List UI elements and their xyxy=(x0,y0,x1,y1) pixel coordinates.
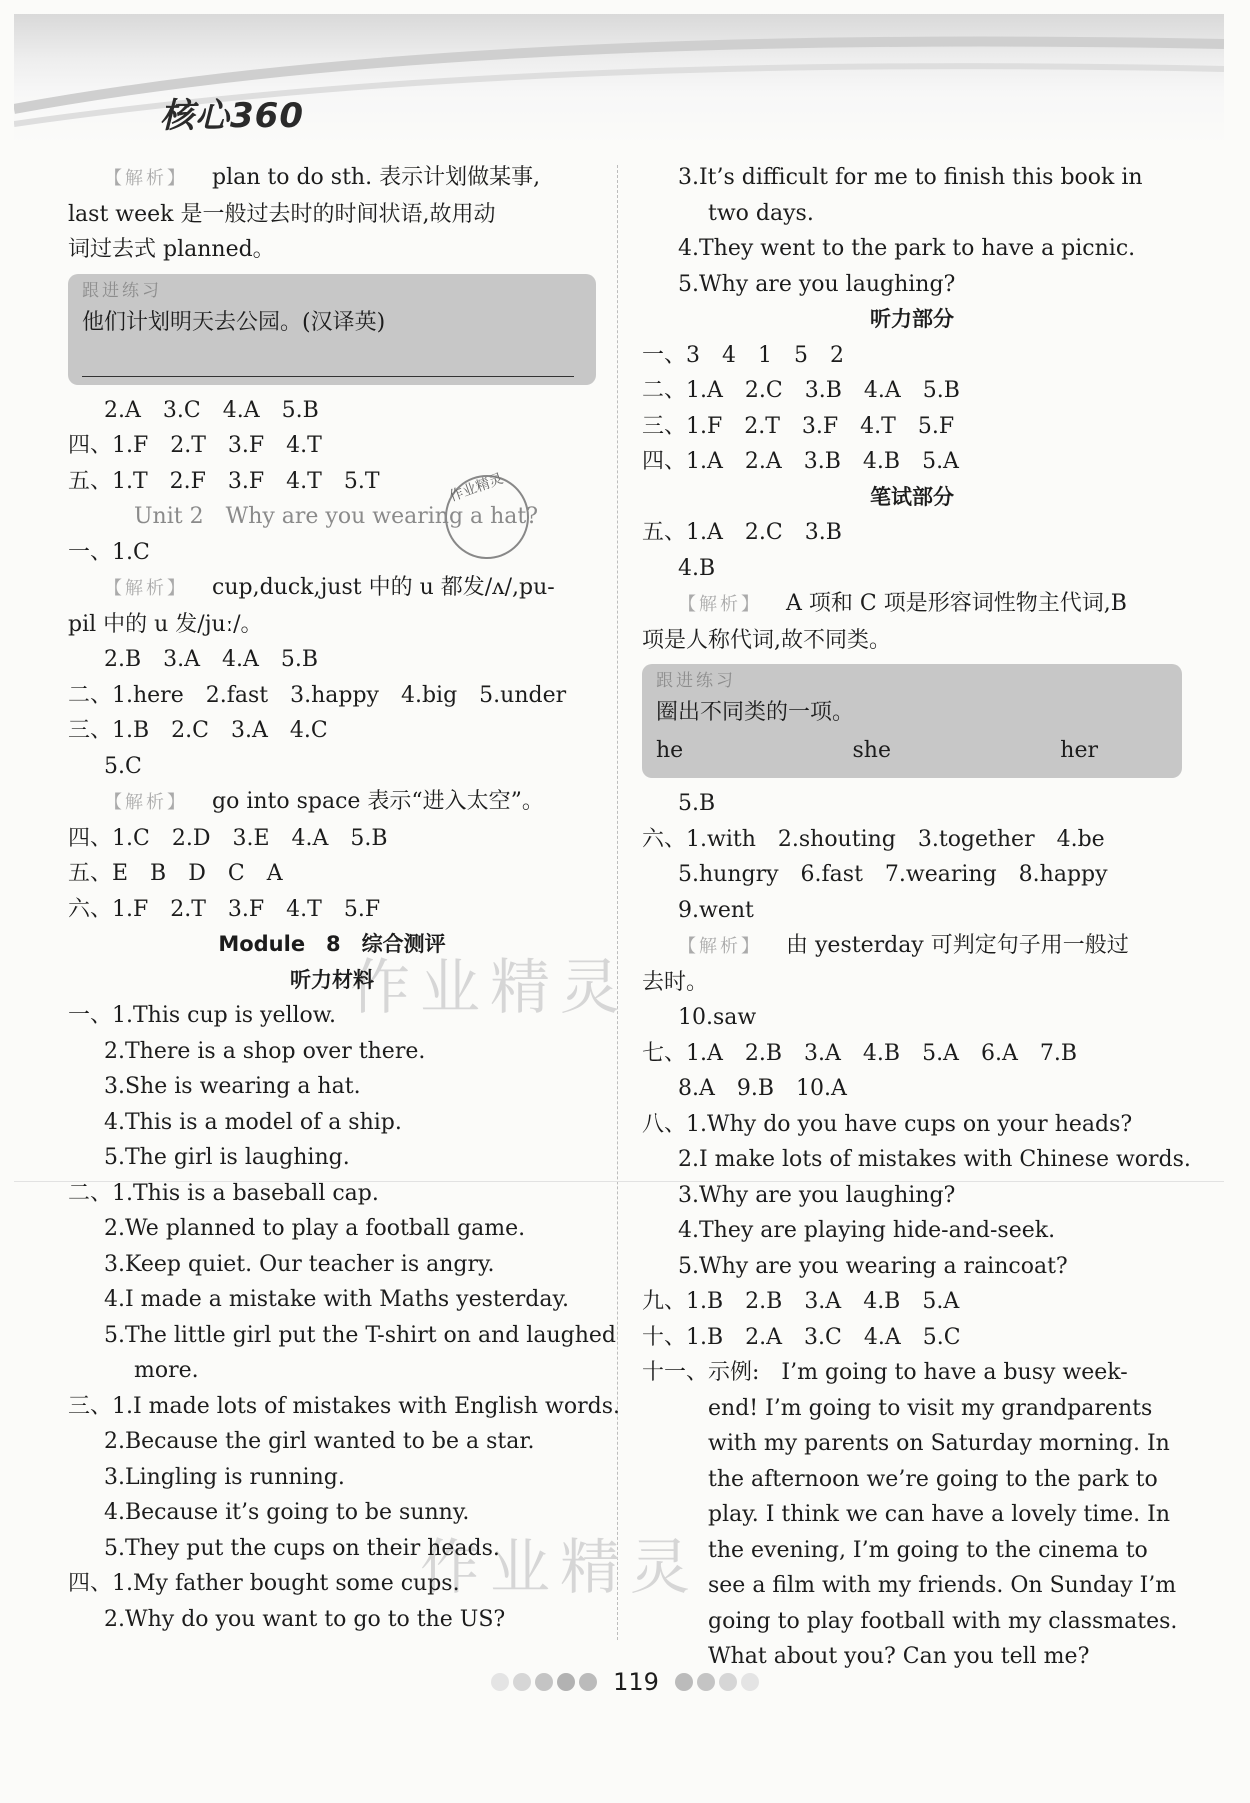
analysis-line xyxy=(68,160,596,197)
analysis-line xyxy=(642,928,1182,965)
line-text: 六、1.with 2.shouting 3.together 4.be xyxy=(642,826,1105,852)
line-text: 五、E B D C A xyxy=(68,861,283,886)
line-text: with my parents on Saturday morning. In xyxy=(708,1431,1170,1456)
answer-line-text xyxy=(68,678,596,714)
line-text: 由 yesterday 可判定句子用一般过 xyxy=(786,933,1129,958)
watermark-text: 作业精灵 xyxy=(420,1533,700,1603)
page-number: 119 xyxy=(613,1668,659,1696)
answer-line-text xyxy=(68,749,596,785)
answer-line-text xyxy=(68,1282,596,1318)
line-text: 一、1.This cup is yellow. xyxy=(68,1003,337,1028)
answer-line-text xyxy=(68,1495,596,1531)
line-text: 4.B xyxy=(678,555,716,581)
line-text: 4.I made a mistake with Maths yesterday. xyxy=(104,1287,569,1312)
line-text: pil 中的 u 发/juː/。 xyxy=(68,611,263,637)
answer-line-text xyxy=(642,822,1182,858)
line-text: the afternoon we’re going to the park to xyxy=(708,1466,1158,1492)
practice-tag: 跟进练习 xyxy=(82,280,162,301)
answer-line-text xyxy=(68,1034,596,1070)
answer-line-text xyxy=(642,1320,1182,1356)
answer-line-text xyxy=(642,373,1182,409)
practice-box xyxy=(68,274,596,385)
line-text: play. I think we can have a lovely time. In xyxy=(708,1502,1171,1527)
answer-line-text xyxy=(642,409,1182,445)
line-text: 四、1.A 2.A 3.B 4.B 5.A xyxy=(642,449,959,474)
line-text: 词过去式 planned。 xyxy=(68,237,275,262)
answer-line-text xyxy=(642,551,1182,587)
line-text: see a film with my friends. On Sunday I’m xyxy=(708,1573,1177,1598)
answer-line xyxy=(82,342,574,377)
practice-text: 他们计划明天去公园。(汉译英) xyxy=(82,309,386,335)
word-option: he xyxy=(656,738,684,763)
answer-line-text xyxy=(68,393,596,429)
answer-line-text xyxy=(68,642,596,678)
answer-line-text xyxy=(68,998,596,1034)
line-text: 8.A 9.B 10.A xyxy=(678,1076,847,1101)
answer-line-text xyxy=(642,196,1182,232)
answer-line-text xyxy=(642,1213,1182,1249)
line-text: go into space 表示“进入太空”。 xyxy=(212,789,544,814)
line-text: cup,duck,just 中的 u 都发/ʌ/,pu- xyxy=(212,575,555,600)
line-text: end! I’m going to visit my grandparents xyxy=(708,1395,1153,1421)
line-text: 五、1.T 2.F 3.F 4.T 5.T xyxy=(68,468,380,494)
footer-dots-decoration xyxy=(673,1669,761,1697)
answer-line-text xyxy=(68,1105,596,1141)
line-text: 9.went xyxy=(678,897,754,923)
answer-line-text xyxy=(68,1247,596,1283)
module-title: Module 8 综合测评 xyxy=(218,932,446,956)
line-text: 2.I make lots of mistakes with Chinese words. xyxy=(678,1147,1191,1172)
watermark-text: 作业精灵 xyxy=(350,953,630,1023)
line-text: the evening, I’m going to the cinema to xyxy=(708,1537,1148,1563)
answer-line-text xyxy=(68,1531,596,1567)
line-text: 4.They are playing hide-and-seek. xyxy=(678,1218,1056,1243)
answer-line-text xyxy=(68,428,596,464)
analysis-tag: 【 解析 】 xyxy=(678,929,762,965)
line-text: 三、1.B 2.C 3.A 4.C xyxy=(68,718,328,743)
answer-line-text xyxy=(642,267,1182,303)
analysis-line xyxy=(68,784,596,821)
answer-line-text xyxy=(642,1178,1182,1214)
answer-line-text xyxy=(68,892,596,928)
answer-line-text xyxy=(642,893,1182,929)
line-text: plan to do sth. 表示计划做某事, xyxy=(212,165,541,190)
line-text: 3.Lingling is running. xyxy=(104,1464,345,1490)
line-text: 五、1.A 2.C 3.B xyxy=(642,520,842,545)
answer-line-text xyxy=(642,1533,1182,1569)
analysis-tag: 【 解析 】 xyxy=(678,587,762,623)
line-text: 3.It’s difficult for me to finish this book in xyxy=(678,165,1143,190)
answer-line-text xyxy=(642,786,1182,822)
watermark-stamp: 作业精灵 xyxy=(433,463,541,571)
line-text: 十一、示例: I’m going to have a busy week- xyxy=(642,1360,1128,1385)
line-text: 5.Why are you wearing a raincoat? xyxy=(678,1253,1068,1279)
line-text: 四、1.C 2.D 3.E 4.A 5.B xyxy=(68,825,388,851)
line-text: 去时。 xyxy=(642,969,709,995)
answer-line-text xyxy=(642,160,1182,196)
line-text: 六、1.F 2.T 3.F 4.T 5.F xyxy=(68,896,381,922)
practice-text: 圈出不同类的一项。 xyxy=(656,700,855,725)
line-text: going to play football with my classmates. xyxy=(708,1608,1178,1634)
line-text: 4.Because it’s going to be sunny. xyxy=(104,1500,470,1525)
answer-line-text xyxy=(642,515,1182,551)
line-text: 一、1.C xyxy=(68,539,150,565)
listening-material-heading: 听力材料 xyxy=(290,967,374,992)
line-text: 2.Because the girl wanted to be a star. xyxy=(104,1429,535,1454)
answer-line-text xyxy=(642,965,1182,1001)
analysis-line xyxy=(68,570,596,607)
analysis-line xyxy=(642,586,1182,623)
answer-line-text xyxy=(642,1426,1182,1462)
answer-line-text xyxy=(642,1000,1182,1036)
answer-line-text xyxy=(68,464,596,500)
line-text: 2.We planned to play a football game. xyxy=(104,1216,526,1241)
answer-line-text xyxy=(68,232,596,268)
line-text: 5.They put the cups on their heads. xyxy=(104,1535,500,1561)
line-text: 5.hungry 6.fast 7.wearing 8.happy xyxy=(678,862,1108,887)
writing-part-heading: 笔试部分 xyxy=(870,484,954,509)
answer-line-text xyxy=(68,1176,596,1212)
right-column xyxy=(642,160,1191,1675)
line-text: 八、1.Why do you have cups on your heads? xyxy=(642,1111,1133,1137)
answer-line-text xyxy=(68,1069,596,1105)
analysis-tag: 【 解析 】 xyxy=(104,161,188,197)
answer-line-text xyxy=(642,1497,1182,1533)
answer-line-text xyxy=(68,1424,596,1460)
answer-line-text xyxy=(68,713,596,749)
answer-line-text xyxy=(642,623,1182,659)
line-text: two days. xyxy=(708,200,814,226)
answer-line-text xyxy=(68,1389,620,1425)
answer-line-text xyxy=(68,1318,616,1354)
answer-line-text xyxy=(642,1604,1182,1640)
line-text: 5.The little girl put the T-shirt on and laughed xyxy=(104,1322,616,1348)
line-text: 5.B xyxy=(678,791,716,816)
answer-line-text xyxy=(68,1566,596,1602)
answer-line-text xyxy=(642,1462,1182,1498)
answer-line-text xyxy=(68,1140,596,1176)
line-text: 二、1.This is a baseball cap. xyxy=(68,1180,379,1206)
answer-line-text xyxy=(642,444,1182,480)
answer-line-text xyxy=(68,821,596,857)
line-text: 5.The girl is laughing. xyxy=(104,1145,350,1170)
line-text: 4.They went to the park to have a picnic. xyxy=(678,236,1136,261)
answer-line-text xyxy=(68,499,596,535)
line-text: more. xyxy=(134,1358,199,1383)
answer-line-text xyxy=(68,856,596,892)
line-text: What about you? Can you tell me? xyxy=(708,1644,1090,1669)
word-option: her xyxy=(1060,738,1098,763)
word-option: she xyxy=(852,738,891,763)
line-text: 四、1.F 2.T 3.F 4.T xyxy=(68,433,322,458)
answer-line-text xyxy=(68,1602,596,1638)
answer-line-text xyxy=(642,1249,1182,1285)
line-text: A 项和 C 项是形容词性物主代词,B xyxy=(786,591,1127,616)
footer-dots-decoration xyxy=(489,1669,599,1697)
answer-line-text xyxy=(642,1107,1182,1143)
answer-line-text xyxy=(642,1142,1191,1178)
line-text: 3.She is wearing a hat. xyxy=(104,1074,361,1099)
left-column xyxy=(68,160,620,1637)
line-text: 七、1.A 2.B 3.A 4.B 5.A 6.A 7.B xyxy=(642,1040,1077,1066)
page-footer xyxy=(0,1668,1250,1697)
answer-line-text xyxy=(642,1391,1182,1427)
answer-line-text xyxy=(642,1071,1182,1107)
line-text: last week 是一般过去时的时间状语,故用动 xyxy=(68,201,496,227)
line-text: 一、3 4 1 5 2 xyxy=(642,342,844,368)
line-text: 2.There is a shop over there. xyxy=(104,1038,426,1064)
answer-line-text xyxy=(68,607,596,643)
line-text: 3.Keep quiet. Our teacher is angry. xyxy=(104,1251,495,1277)
line-text: 2.B 3.A 4.A 5.B xyxy=(104,647,319,672)
line-text: 项是人称代词,故不同类。 xyxy=(642,627,891,653)
answer-line-text xyxy=(642,1036,1182,1072)
answer-line-text xyxy=(642,338,1182,374)
line-text: 5.Why are you laughing? xyxy=(678,271,956,297)
line-text: 三、1.I made lots of mistakes with English words. xyxy=(68,1393,620,1419)
practice-box xyxy=(642,664,1182,778)
answer-line-text xyxy=(68,197,596,233)
answer-line-text xyxy=(642,231,1182,267)
line-text: 4.This is a model of a ship. xyxy=(104,1109,402,1135)
line-text: 四、1.My father bought some cups. xyxy=(68,1571,460,1596)
word-options xyxy=(656,732,1168,770)
line-text: 十、1.B 2.A 3.C 4.A 5.C xyxy=(642,1324,961,1350)
listening-part-heading: 听力部分 xyxy=(870,307,954,331)
answer-line-text xyxy=(642,1355,1182,1391)
line-text: 2.Why do you want to go to the US? xyxy=(104,1606,506,1632)
analysis-tag: 【 解析 】 xyxy=(104,785,188,821)
practice-tag: 跟进练习 xyxy=(656,671,736,691)
analysis-tag: 【 解析 】 xyxy=(104,571,188,607)
line-text: Unit 2 Why are you wearing a hat? xyxy=(134,504,539,529)
line-text: 三、1.F 2.T 3.F 4.T 5.F xyxy=(642,413,955,439)
line-text: 2.A 3.C 4.A 5.B xyxy=(104,397,319,423)
answer-line-text xyxy=(68,535,596,571)
answer-line-text xyxy=(68,1353,596,1389)
book-logo: 核心360 xyxy=(160,96,304,136)
answer-line-text xyxy=(642,1568,1182,1604)
answer-line-text xyxy=(642,1284,1182,1320)
answer-line-text xyxy=(68,1460,596,1496)
answer-line-text xyxy=(68,1211,596,1247)
line-text: 3.Why are you laughing? xyxy=(678,1182,956,1208)
answer-line-text xyxy=(642,857,1182,893)
line-text: 二、1.A 2.C 3.B 4.A 5.B xyxy=(642,378,960,403)
line-text: 九、1.B 2.B 3.A 4.B 5.A xyxy=(642,1289,960,1314)
line-text: 二、1.here 2.fast 3.happy 4.big 5.under xyxy=(68,682,567,708)
line-text: 10.saw xyxy=(678,1005,757,1030)
line-text: 5.C xyxy=(104,753,142,779)
